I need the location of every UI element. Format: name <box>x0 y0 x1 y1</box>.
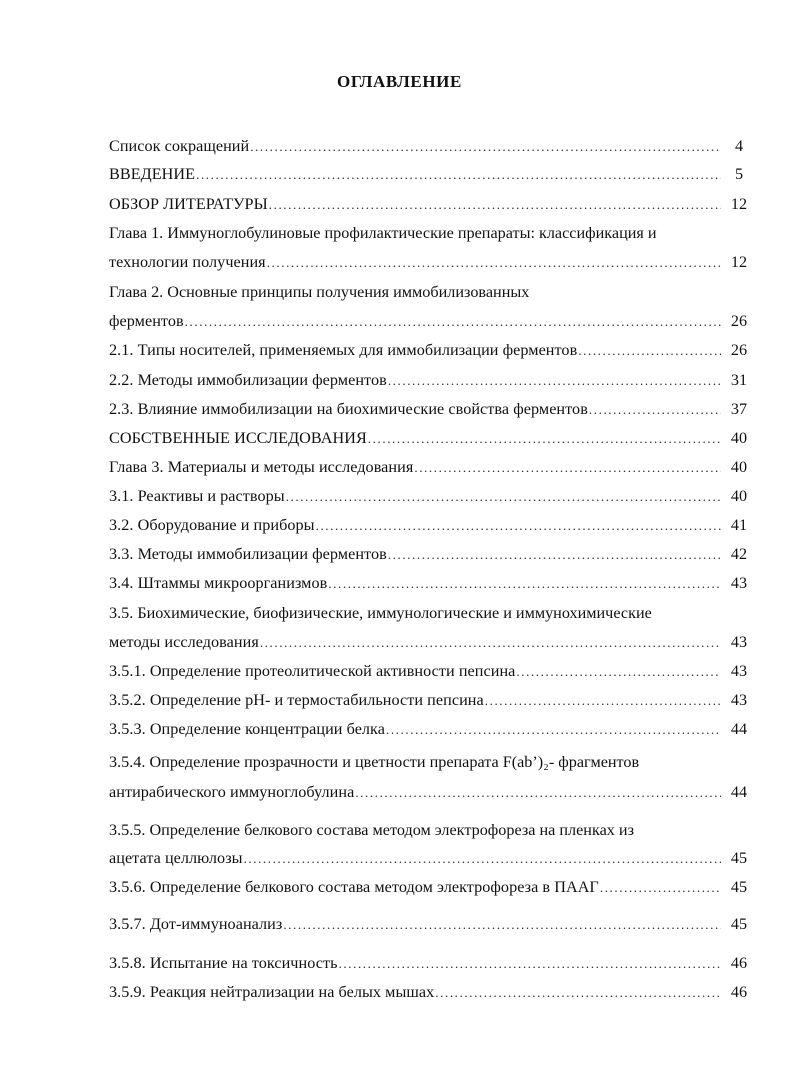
toc-entry[interactable] <box>109 457 748 478</box>
toc-entry[interactable] <box>109 515 748 536</box>
dot-leader <box>260 633 721 653</box>
toc-entry[interactable] <box>109 136 744 157</box>
dot-leader <box>283 915 721 935</box>
toc-page-number: 43 <box>730 574 748 592</box>
toc-page-number: 26 <box>730 341 748 359</box>
dot-leader <box>485 691 721 711</box>
toc-entry-first-line: 3.5.5. Определение белкового состава методом электрофореза на пленках из <box>109 821 634 839</box>
toc-entry-label: 3.5.9. Реакция нейтрализации на белых мышах <box>109 983 435 1001</box>
toc-entry-label: 3.5.1. Определение протеолитической активности пепсина <box>109 662 516 680</box>
toc-entry-label: технологии получения <box>109 253 266 271</box>
dot-leader <box>388 371 721 391</box>
dot-leader <box>196 165 721 185</box>
toc-entry-label: СОБСТВЕННЫЕ ИССЛЕДОВАНИЯ <box>109 429 367 447</box>
dot-leader <box>355 783 721 803</box>
dot-leader <box>516 662 721 682</box>
toc-entry-label: 3.5.2. Определение рН- и термостабильности пепсина <box>109 691 484 709</box>
dot-leader <box>328 574 721 594</box>
toc-entry-label: Глава 3. Материалы и методы исследования <box>109 458 414 476</box>
toc-entry[interactable] <box>109 953 748 974</box>
toc-page-number: 40 <box>730 429 748 447</box>
toc-entry[interactable] <box>109 914 748 935</box>
dot-leader <box>286 487 721 507</box>
toc-entry[interactable] <box>109 311 748 332</box>
toc-page-number: 46 <box>730 983 748 1001</box>
toc-entry[interactable] <box>109 399 748 420</box>
dot-leader <box>589 400 721 420</box>
toc-entry[interactable] <box>109 573 748 594</box>
toc-entry-label: 2.3. Влияние иммобилизации на биохимические свойства ферментов <box>109 400 588 418</box>
toc-entry[interactable] <box>109 164 744 185</box>
toc-entry-label: 3.5.8. Испытание на токсичность <box>109 954 338 972</box>
toc-entry-label: 3.5.3. Определение концентрации белка <box>109 720 385 738</box>
toc-entry[interactable] <box>109 848 748 869</box>
dot-leader <box>386 720 721 740</box>
toc-page-number: 44 <box>730 783 748 801</box>
toc-entry[interactable] <box>109 719 748 740</box>
toc-entry-label: ферментов <box>109 312 184 330</box>
page-title: ОГЛАВЛЕНИЕ <box>337 72 462 91</box>
toc-entry-label: ацетата целлюлозы <box>109 849 243 867</box>
dot-leader <box>388 545 721 565</box>
toc-entry-label: 3.5.6. Определение белкового состава методом электрофореза в ПААГ <box>109 878 599 896</box>
dot-leader <box>244 849 721 869</box>
dot-leader <box>368 429 721 449</box>
toc-page-number: 41 <box>730 516 748 534</box>
toc-entry[interactable] <box>109 194 748 215</box>
toc-entry[interactable] <box>109 782 748 803</box>
toc-entry[interactable] <box>109 877 748 898</box>
toc-entry-first-line: 3.5. Биохимические, биофизические, иммунологические и иммунохимические <box>109 604 652 622</box>
toc-entry-label: антирабического иммуноглобулина <box>109 783 355 801</box>
toc-entry-label: 2.2. Методы иммобилизации ферментов <box>109 371 387 389</box>
dot-leader <box>267 253 721 273</box>
toc-entry-label: 3.5.7. Дот-иммуноанализ <box>109 915 283 933</box>
toc-entry-label: 3.2. Оборудование и приборы <box>109 516 315 534</box>
toc-entry-label: ОБЗОР ЛИТЕРАТУРЫ <box>109 195 268 213</box>
toc-entry-first-line: Глава 1. Иммуноглобулиновые профилактические препараты: классификация и <box>109 224 657 242</box>
toc-page-number: 45 <box>730 915 748 933</box>
toc-page-number: 5 <box>734 165 744 183</box>
toc-page-number: 44 <box>730 720 748 738</box>
toc-page-number: 12 <box>730 253 748 271</box>
toc-entry-label: 3.1. Реактивы и растворы <box>109 487 285 505</box>
toc-entry-label: 2.1. Типы носителей, применяемых для иммобилизации ферментов <box>109 341 578 359</box>
toc-page-number: 43 <box>730 691 748 709</box>
dot-leader <box>339 954 721 974</box>
toc-entry-first-line: 3.5.4. Определение прозрачности и цветности препарата F(ab’)₂- фрагментов <box>109 753 640 771</box>
toc-page-number: 45 <box>730 878 748 896</box>
toc-page-number: 40 <box>730 487 748 505</box>
toc-entry-label: ВВЕДЕНИЕ <box>109 165 196 183</box>
toc-page-number: 43 <box>730 662 748 680</box>
dot-leader <box>316 516 721 536</box>
toc-entry-label: Список сокращений <box>109 137 250 155</box>
toc-entry[interactable] <box>109 486 748 507</box>
toc-entry[interactable] <box>109 661 748 682</box>
toc-entry-label: методы исследования <box>109 633 259 651</box>
dot-leader <box>414 458 721 478</box>
toc-page-number: 12 <box>730 195 748 213</box>
toc-page-number: 31 <box>730 371 748 389</box>
dot-leader <box>250 137 721 157</box>
toc-page-number: 45 <box>730 849 748 867</box>
toc-page-number: 40 <box>730 458 748 476</box>
toc-entry[interactable] <box>109 252 748 273</box>
toc-entry[interactable] <box>109 370 748 391</box>
toc-page-number: 42 <box>730 545 748 563</box>
toc-page-number: 4 <box>734 137 744 155</box>
toc-page-number: 43 <box>730 633 748 651</box>
dot-leader <box>269 195 721 215</box>
toc-entry-label: 3.3. Методы иммобилизации ферментов <box>109 545 387 563</box>
toc-page-number: 46 <box>730 954 748 972</box>
toc-page-number: 37 <box>730 400 748 418</box>
toc-entry[interactable] <box>109 632 748 653</box>
toc-page-number: 26 <box>730 312 748 330</box>
toc-entry[interactable] <box>109 690 748 711</box>
dot-leader <box>435 983 721 1003</box>
dot-leader <box>600 878 721 898</box>
dot-leader <box>578 341 721 361</box>
toc-entry[interactable] <box>109 982 748 1003</box>
toc-entry-label: 3.4. Штаммы микроорганизмов <box>109 574 328 592</box>
dot-leader <box>185 312 721 332</box>
toc-entry[interactable] <box>109 428 748 449</box>
toc-entry[interactable] <box>109 340 748 361</box>
toc-entry[interactable] <box>109 544 748 565</box>
toc-entry-first-line: Глава 2. Основные принципы получения иммобилизованных <box>109 283 530 301</box>
